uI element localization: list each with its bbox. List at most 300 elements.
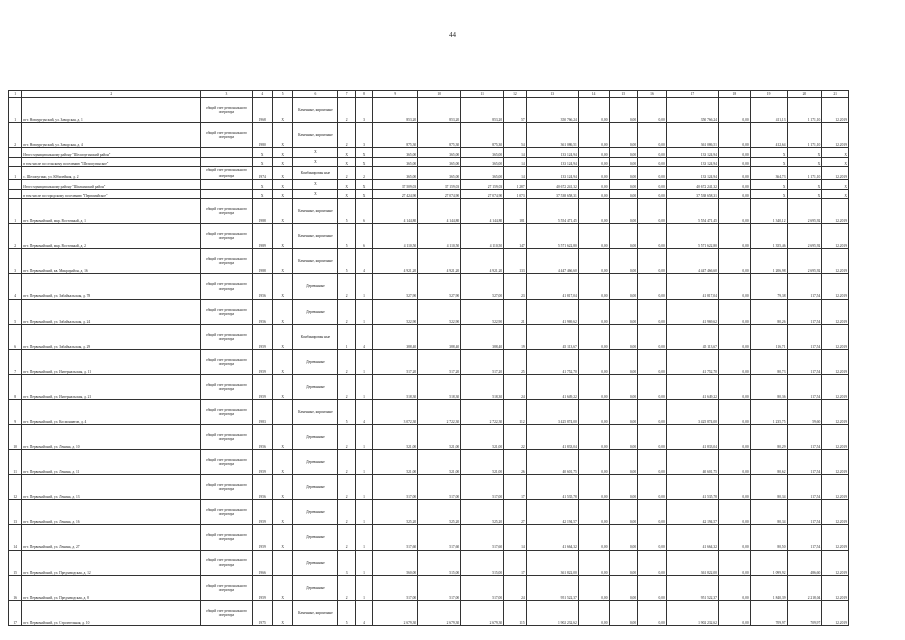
table-cell: 1975 — [252, 600, 272, 625]
table-cell: 4 144,80 — [418, 199, 461, 224]
table-cell: 0,00 — [638, 500, 667, 525]
table-cell: 365,00 — [461, 157, 504, 167]
table-cell: 2 — [9, 224, 22, 249]
table-cell: Х — [252, 189, 272, 199]
table-row — [9, 374, 849, 399]
table-cell: общий счет регионального оператора — [201, 199, 252, 224]
table-cell: 1968 — [252, 98, 272, 123]
table-cell: общий счет регионального оператора — [201, 550, 252, 575]
table-cell: Деревянные — [293, 550, 338, 575]
table-cell: Х — [272, 123, 292, 148]
table-cell: 14 — [504, 157, 527, 167]
table-cell: 517,60 — [373, 525, 418, 550]
table-row — [9, 98, 849, 123]
table-cell: 4 110,50 — [461, 224, 504, 249]
table-cell: 16 — [9, 575, 22, 600]
table-cell: 0,00 — [638, 167, 667, 180]
table-cell: Комбинирован ные — [293, 324, 338, 349]
table-cell: 0,00 — [578, 349, 609, 374]
table-cell: пгт. Первомайский, ул. Интернальская, д. 11 — [22, 349, 201, 374]
table-cell: 521,00 — [418, 425, 461, 450]
table-cell: 521,00 — [373, 450, 418, 475]
table-cell: 0,00 — [718, 98, 750, 123]
table-cell: 11 — [9, 450, 22, 475]
table-cell: 12.2019 — [822, 249, 849, 274]
table-cell: Х — [272, 450, 292, 475]
table-cell: 1959 — [252, 374, 272, 399]
table-cell: 0,00 — [609, 349, 638, 374]
table-cell: 41 969,62 — [526, 299, 578, 324]
table-cell: 0,00 — [718, 349, 750, 374]
table-cell: 25 — [504, 349, 527, 374]
table-cell: 2 — [338, 349, 355, 374]
table-cell: Х — [293, 180, 338, 190]
table-cell: 147 — [504, 224, 527, 249]
table-cell: 517,20 — [461, 349, 504, 374]
table-cell: 2 — [338, 575, 355, 600]
table-cell: 80,29 — [750, 425, 787, 450]
table-cell: 4 — [355, 324, 372, 349]
table-cell: 875,30 — [418, 123, 461, 148]
table-cell: 1 — [355, 500, 372, 525]
table-cell: Х — [272, 374, 292, 399]
table-cell: 517,00 — [373, 475, 418, 500]
table-cell: пгт. Новоургунский, ул. Заводская, д. 4 — [22, 123, 201, 148]
table-cell: Х — [272, 324, 292, 349]
table-cell: 1959 — [252, 324, 272, 349]
table-cell: 525,20 — [373, 500, 418, 525]
table-cell: 517,00 — [418, 575, 461, 600]
column-number: 12 — [504, 91, 527, 98]
table-cell: 0,00 — [578, 600, 609, 625]
table-cell: 2 — [338, 525, 355, 550]
table-cell: 40 601,75 — [666, 450, 718, 475]
table-cell: 133 124,94 — [526, 148, 578, 158]
table-cell: общий счет регионального оператора — [201, 98, 252, 123]
table-cell: 5 554 471,45 — [666, 199, 718, 224]
table-cell: 2 695,92 — [787, 249, 822, 274]
table-cell: 5 — [9, 299, 22, 324]
table-cell: 0,00 — [718, 575, 750, 600]
table-cell: 522,90 — [461, 299, 504, 324]
table-cell: пгт. Новоургунский, ул. Заводская, д. 1 — [22, 98, 201, 123]
table-cell: 0,00 — [578, 167, 609, 180]
table-cell — [201, 157, 252, 167]
table-cell: Х — [787, 148, 822, 158]
table-cell: 12.2019 — [822, 450, 849, 475]
table-cell: 0,00 — [609, 374, 638, 399]
table-cell: Х — [787, 180, 822, 190]
table-cell: 40 601,75 — [526, 450, 578, 475]
table-cell: 5 — [338, 249, 355, 274]
table-cell: Х — [272, 199, 292, 224]
table-cell: 41 817,04 — [526, 274, 578, 299]
table-cell: 17 — [504, 550, 527, 575]
table-cell: пгт. Первомайский, мкр. Восточный, д. 2 — [22, 224, 201, 249]
table-cell: 0,00 — [638, 189, 667, 199]
column-number-row — [9, 91, 849, 98]
table-cell: 80,62 — [750, 450, 787, 475]
table-cell: 5 — [338, 224, 355, 249]
table-cell: Деревянные — [293, 525, 338, 550]
table-cell: 0,00 — [638, 575, 667, 600]
table-cell: 15 — [9, 550, 22, 575]
table-cell: Х — [338, 148, 355, 158]
table-cell: пгт. Первомайский, кв. Микрорайон, д. 16 — [22, 249, 201, 274]
table-cell: 117,54 — [787, 274, 822, 299]
table-cell: 117,54 — [787, 425, 822, 450]
table-row — [9, 450, 849, 475]
table-cell: 27 — [504, 500, 527, 525]
table-cell: 0,00 — [718, 199, 750, 224]
table-cell: Х — [272, 249, 292, 274]
table-cell: 0,00 — [638, 450, 667, 475]
table-cell: Х — [338, 189, 355, 199]
table-cell: 181 — [504, 199, 527, 224]
table-cell: 12.2019 — [822, 274, 849, 299]
table-cell: 0,00 — [718, 224, 750, 249]
table-cell: 364,73 — [750, 167, 787, 180]
table-cell: 0,00 — [609, 199, 638, 224]
table-cell: 0,00 — [718, 180, 750, 190]
table-row — [9, 475, 849, 500]
table-cell: 2 — [338, 374, 355, 399]
table-cell: 365,00 — [461, 148, 504, 158]
table-cell: Х — [822, 189, 849, 199]
table-cell: 37 509,03 — [373, 180, 418, 190]
table-cell: 12 — [9, 475, 22, 500]
table-cell: 133 124,94 — [666, 157, 718, 167]
table-cell: 12.2019 — [822, 550, 849, 575]
table-cell: 522,90 — [418, 299, 461, 324]
table-cell: 41 649,22 — [526, 374, 578, 399]
table-cell: 0,00 — [578, 374, 609, 399]
table-cell — [272, 399, 292, 424]
table-cell: 521,00 — [461, 425, 504, 450]
table-cell: 525,20 — [418, 500, 461, 525]
table-cell: 133 124,94 — [666, 167, 718, 180]
table-cell: 41 535,78 — [526, 475, 578, 500]
table-cell: общий счет регионального оператора — [201, 224, 252, 249]
table-cell: пгт. Первомайский, ул. Ленина, д. 13 — [22, 475, 201, 500]
table-cell: 5 — [338, 199, 355, 224]
table-cell: 8 — [9, 374, 22, 399]
table-cell: 80,50 — [750, 525, 787, 550]
table-cell: 0,00 — [638, 425, 667, 450]
table-cell: 0,00 — [578, 425, 609, 450]
table-cell: 0,00 — [578, 475, 609, 500]
table-cell: Каменные, кирпичные — [293, 123, 338, 148]
table-row — [9, 525, 849, 550]
table-cell: 0,00 — [609, 299, 638, 324]
table-cell: Х — [822, 148, 849, 158]
table-cell: 4 144,80 — [373, 199, 418, 224]
table-cell: Х — [355, 189, 372, 199]
table-cell: 0,00 — [609, 157, 638, 167]
table-cell: 2 695,92 — [787, 224, 822, 249]
table-cell: 0,00 — [609, 450, 638, 475]
table-cell: 40 672 241,32 — [526, 180, 578, 190]
table-cell: 1 — [9, 98, 22, 123]
table-cell: 521,00 — [461, 450, 504, 475]
table-cell: Х — [252, 148, 272, 158]
table-row — [9, 425, 849, 450]
table-cell: Деревянные — [293, 274, 338, 299]
table-cell: Каменные, кирпичные — [293, 399, 338, 424]
table-cell: 12.2019 — [822, 525, 849, 550]
table-cell: Деревянные — [293, 299, 338, 324]
table-row — [9, 399, 849, 424]
table-cell: Х — [252, 180, 272, 190]
table-cell: 515,00 — [418, 550, 461, 575]
table-cell: 0,00 — [609, 274, 638, 299]
table-cell: 0,00 — [638, 324, 667, 349]
table-cell: 527,00 — [461, 274, 504, 299]
table-cell: Х — [822, 180, 849, 190]
table-cell: 6 — [9, 324, 22, 349]
table-cell: общий счет регионального оператора — [201, 123, 252, 148]
table-cell: 12.2019 — [822, 324, 849, 349]
table-cell: 1 171,10 — [787, 167, 822, 180]
table-cell: 515,00 — [461, 550, 504, 575]
table-cell: пгт. Первомайский, ул. Интернальская, д. 21 — [22, 374, 201, 399]
table-row — [9, 324, 849, 349]
table-cell: 0,00 — [578, 500, 609, 525]
table-cell: 1 099,92 — [750, 550, 787, 575]
table-cell: 5 — [338, 399, 355, 424]
table-cell: 0,00 — [578, 189, 609, 199]
table-cell: 0,00 — [718, 475, 750, 500]
table-cell: 0,00 — [609, 189, 638, 199]
table-cell: 0,00 — [718, 167, 750, 180]
table-cell: 41 664,32 — [526, 525, 578, 550]
table-cell: 13 — [9, 500, 22, 525]
table-cell: 12.2019 — [822, 299, 849, 324]
table-cell: 2 — [338, 98, 355, 123]
table-cell — [201, 189, 252, 199]
table-cell: 1 355,46 — [750, 224, 787, 249]
table-cell: 0,00 — [638, 550, 667, 575]
table-cell: 0,00 — [638, 374, 667, 399]
table-cell: 2 722,30 — [461, 399, 504, 424]
table-cell: 411,13 — [750, 98, 787, 123]
table-cell: пгт. Первомайский, ул. Забайкальская, д. 24 — [22, 299, 201, 324]
table-cell: 0,00 — [578, 450, 609, 475]
table-cell: 1 171,10 — [787, 98, 822, 123]
table-cell: 0,00 — [609, 224, 638, 249]
table-cell: Каменные, кирпичные — [293, 199, 338, 224]
table-cell: Х — [822, 157, 849, 167]
table-cell: Деревянные — [293, 500, 338, 525]
table-cell: Х — [750, 157, 787, 167]
table-cell: 2 — [338, 167, 355, 180]
table-cell: 2 218,04 — [787, 575, 822, 600]
table-cell: 0,00 — [609, 148, 638, 158]
table-cell: 365,00 — [373, 167, 418, 180]
table-cell: 951 522,37 — [666, 575, 718, 600]
table-cell: Каменные, кирпичные — [293, 224, 338, 249]
table-cell: 27 424,90 — [373, 189, 418, 199]
table-cell: 1 — [355, 374, 372, 399]
column-number: 17 — [666, 91, 718, 98]
table-cell: 41 833,04 — [526, 425, 578, 450]
table-cell: 1 — [355, 349, 372, 374]
table-row — [9, 299, 849, 324]
table-cell: общий счет регионального оператора — [201, 274, 252, 299]
table-cell: 117,54 — [787, 299, 822, 324]
table-cell: 1 340,12 — [750, 199, 787, 224]
table-cell: Х — [272, 167, 292, 180]
table-cell: 0,00 — [578, 550, 609, 575]
table-cell: 0,00 — [718, 550, 750, 575]
table-cell: Х — [293, 189, 338, 199]
table-cell: 518,30 — [373, 374, 418, 399]
table-cell: 522,90 — [373, 299, 418, 324]
table-cell: 0,00 — [718, 249, 750, 274]
table-cell: 0,00 — [638, 98, 667, 123]
table-cell: 57 — [504, 98, 527, 123]
table-cell: 2 — [338, 475, 355, 500]
table-cell: 0,00 — [638, 123, 667, 148]
table-row — [9, 224, 849, 249]
table-cell: Х — [787, 157, 822, 167]
table-cell: Деревянные — [293, 475, 338, 500]
table-cell — [9, 180, 22, 190]
table-cell: 365,00 — [418, 157, 461, 167]
table-cell: Деревянные — [293, 450, 338, 475]
table-cell: 37 538 658,31 — [666, 189, 718, 199]
table-cell: 4 447 466,60 — [526, 249, 578, 274]
table-cell: 0,00 — [638, 199, 667, 224]
table-cell: Х — [272, 180, 292, 190]
table-cell: 133 124,94 — [666, 148, 718, 158]
table-cell: 1980 — [252, 123, 272, 148]
table-cell: 365,00 — [418, 167, 461, 180]
table-cell: 2 679,30 — [418, 600, 461, 625]
table-cell: 0,00 — [609, 123, 638, 148]
table-row — [9, 249, 849, 274]
table-cell: 24 — [504, 575, 527, 600]
table-cell: 1 — [338, 324, 355, 349]
table-row — [9, 349, 849, 374]
table-cell: 0,00 — [578, 148, 609, 158]
table-cell: Х — [252, 157, 272, 167]
table-cell: 0,00 — [638, 475, 667, 500]
table-cell: 0,00 — [609, 600, 638, 625]
table-cell: 365,00 — [461, 167, 504, 180]
table-cell: 5 554 471,45 — [526, 199, 578, 224]
table-cell: 0,00 — [638, 299, 667, 324]
table-row — [9, 575, 849, 600]
table-cell: в том числе по городскому поселению "Первомайское" — [22, 189, 201, 199]
table-cell: 0,00 — [578, 180, 609, 190]
table-cell: 41 817,04 — [666, 274, 718, 299]
table-cell: 5 571 622,80 — [666, 224, 718, 249]
table-cell: 4 — [355, 399, 372, 424]
column-number: 21 — [822, 91, 849, 98]
column-number: 18 — [718, 91, 750, 98]
table-cell: Х — [355, 148, 372, 158]
table-cell: 0,00 — [718, 374, 750, 399]
table-row — [9, 500, 849, 525]
table-row — [9, 274, 849, 299]
table-cell: 412,64 — [750, 123, 787, 148]
table-cell: 117,54 — [787, 475, 822, 500]
table-cell: 12.2019 — [822, 600, 849, 625]
table-cell: 2 722,30 — [418, 399, 461, 424]
table-cell: 117,54 — [787, 374, 822, 399]
table-row — [9, 600, 849, 625]
table-cell: 3 — [355, 98, 372, 123]
table-cell: 0,00 — [638, 399, 667, 424]
table-cell: 26 — [504, 450, 527, 475]
table-cell: 41 833,04 — [666, 425, 718, 450]
table-cell: 12.2019 — [822, 374, 849, 399]
table-cell: 1974 — [252, 167, 272, 180]
table-cell: Х — [272, 600, 292, 625]
table-cell: 517,00 — [418, 475, 461, 500]
table-cell: 0,00 — [578, 525, 609, 550]
table-cell: пгт. Первомайский, ул. Ленина, д. 27 — [22, 525, 201, 550]
table-cell: 1988 — [252, 249, 272, 274]
table-cell: пгт. Первомайский, ул. Предзаводская, д. 8 — [22, 575, 201, 600]
table-cell: 0,00 — [638, 274, 667, 299]
table-cell: 361 822,00 — [666, 550, 718, 575]
table-cell: 0,00 — [718, 148, 750, 158]
table-cell: 560,00 — [373, 550, 418, 575]
table-cell: 133 — [504, 249, 527, 274]
table-cell: Х — [272, 148, 292, 158]
table-cell: 365,00 — [373, 148, 418, 158]
table-cell: пгт. Первомайский, ул. Строительная, д. 10 — [22, 600, 201, 625]
table-cell: 0,00 — [609, 525, 638, 550]
table-cell: Деревянные — [293, 374, 338, 399]
table-cell: 1959 — [252, 500, 272, 525]
table-cell: 5 — [338, 600, 355, 625]
table-cell: 42 194,57 — [666, 500, 718, 525]
table-cell: 0,00 — [609, 180, 638, 190]
table-cell: 54 — [504, 123, 527, 148]
table-cell: Х — [272, 98, 292, 123]
table-cell: 14 — [504, 148, 527, 158]
table-cell: 0,00 — [578, 274, 609, 299]
table-cell: 1 073 — [504, 189, 527, 199]
table-cell: 0,00 — [578, 157, 609, 167]
table-cell: 19 — [504, 324, 527, 349]
table-cell: 0,00 — [609, 475, 638, 500]
table-cell: 37 159,03 — [418, 180, 461, 190]
table-cell: 853,20 — [461, 98, 504, 123]
table-cell: 0,00 — [718, 425, 750, 450]
column-number: 16 — [638, 91, 667, 98]
table-cell: общий счет регионального оператора — [201, 450, 252, 475]
table-cell: 4 144,80 — [461, 199, 504, 224]
table-cell: 27 074,90 — [418, 189, 461, 199]
table-cell: общий счет регионального оператора — [201, 374, 252, 399]
table-cell: Х — [272, 157, 292, 167]
table-cell: 518,30 — [418, 374, 461, 399]
table-cell: 117,54 — [787, 500, 822, 525]
table-cell: 388,40 — [461, 324, 504, 349]
table-cell: 1956 — [252, 299, 272, 324]
table-cell: пгт. Первомайский, ул. Космонавтов, д. 4 — [22, 399, 201, 424]
table-cell: 59,60 — [787, 399, 822, 424]
table-cell: 0,00 — [609, 399, 638, 424]
table-cell: 12.2019 — [822, 500, 849, 525]
table-cell: 45 113,67 — [526, 324, 578, 349]
table-cell: 875,30 — [373, 123, 418, 148]
table-cell: 0,00 — [578, 123, 609, 148]
